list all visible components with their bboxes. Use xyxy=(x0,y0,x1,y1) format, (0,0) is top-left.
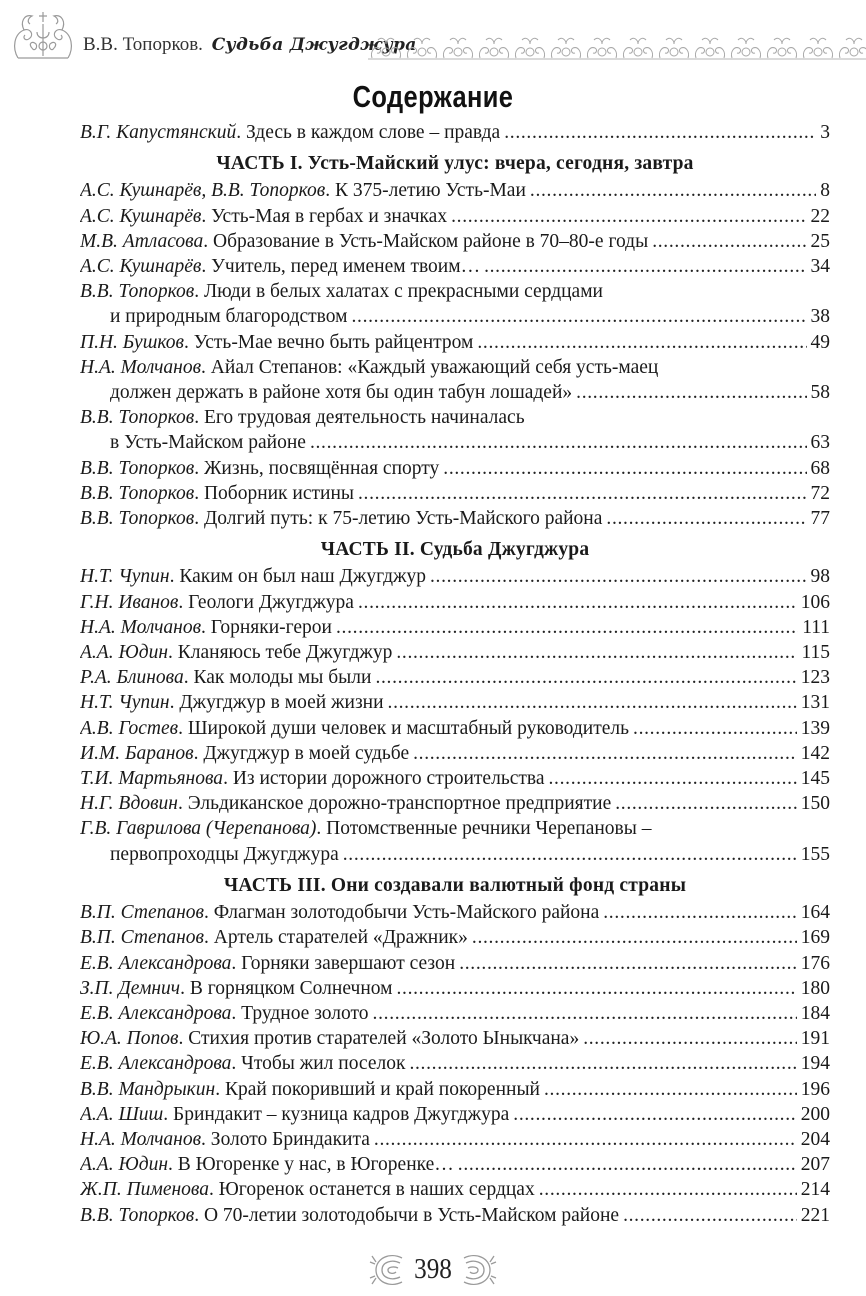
toc-entry-author: И.М. Баранов xyxy=(80,742,194,764)
toc-entry-author: В.В. Топорков xyxy=(80,482,195,504)
toc-entry-line xyxy=(80,1102,830,1127)
dot-leader xyxy=(413,741,797,766)
toc-entry xyxy=(80,1077,830,1102)
author-separator: . xyxy=(231,1053,242,1075)
toc-entry xyxy=(80,1026,830,1051)
toc-entry-title: Трудное золото xyxy=(241,1002,369,1024)
toc-entry-title: и природным благородством xyxy=(110,306,348,328)
toc-entry-line xyxy=(80,355,830,380)
toc-entry-line xyxy=(80,229,830,254)
toc-entry-title: Югоренок останется в наших сердцах xyxy=(218,1179,535,1201)
author-separator: . xyxy=(223,768,233,790)
toc-entry-author: В.Г. Капустянский xyxy=(80,122,237,143)
toc-entry xyxy=(80,1102,830,1127)
dot-leader xyxy=(458,1152,797,1177)
toc-entry-line xyxy=(80,330,830,355)
toc-entry-page: 207 xyxy=(800,1154,830,1176)
dot-leader xyxy=(373,1001,797,1026)
toc-entry-page: 214 xyxy=(800,1179,830,1201)
toc-entry-page: 155 xyxy=(800,843,830,865)
page-number: 398 xyxy=(414,1254,452,1285)
toc-entry xyxy=(80,204,830,229)
toc-entry-author: П.Н. Бушков xyxy=(80,331,185,353)
toc-entry-page: 221 xyxy=(800,1204,830,1226)
header-author: В.В. Топорков. xyxy=(83,34,203,55)
dot-leader xyxy=(615,791,797,816)
toc-entry-author: Г.В. Гаврилова (Черепанова) xyxy=(80,818,317,840)
author-separator: . xyxy=(201,1128,211,1150)
toc-entry-title: Край покоривший и край покоренный xyxy=(224,1078,540,1100)
toc-entry-author: В.В. Топорков xyxy=(80,457,195,479)
toc-entry-line xyxy=(80,1026,830,1051)
author-separator: . xyxy=(168,1154,178,1176)
toc-entry-line xyxy=(80,1127,830,1152)
dot-leader xyxy=(396,976,796,1001)
toc-entry xyxy=(80,690,830,715)
dot-leader xyxy=(652,229,806,254)
toc-entry-page: 98 xyxy=(810,566,830,588)
dot-leader xyxy=(459,951,797,976)
toc-entry xyxy=(80,766,830,791)
toc-entry xyxy=(80,590,830,615)
toc-entry-author: А.С. Кушнарёв xyxy=(80,205,202,227)
dot-leader xyxy=(358,590,797,615)
toc-entry-line xyxy=(80,640,830,665)
toc-entry-author: Ю.А. Попов xyxy=(80,1028,179,1050)
dot-leader xyxy=(343,842,797,867)
dot-leader xyxy=(603,900,797,925)
author-separator: . xyxy=(204,927,214,949)
part-heading: ЧАСТЬ III. Они создавали валютный фонд страны xyxy=(223,874,687,896)
toc-entry-author: А.С. Кушнарёв, В.В. Топорков xyxy=(80,180,326,202)
author-separator: . xyxy=(201,356,211,378)
toc-entry-page: 115 xyxy=(801,642,830,664)
toc-entry-title: Жизнь, посвящённая спорту xyxy=(203,457,440,479)
toc-entry-line xyxy=(80,405,830,430)
dot-leader xyxy=(336,615,798,640)
dot-leader xyxy=(539,1177,797,1202)
toc-entry-author: М.В. Атласова xyxy=(80,230,204,252)
dot-leader xyxy=(375,665,796,690)
author-separator: . xyxy=(168,642,178,664)
dot-leader xyxy=(409,1051,796,1076)
toc-entry xyxy=(80,1177,830,1202)
toc-entry-title: О 70-летии золотодобычи в Усть-Майском районе xyxy=(203,1204,620,1226)
toc-entry-title: Флагман золотодобычи Усть-Майского района xyxy=(213,902,600,924)
toc-entry-line xyxy=(80,304,830,329)
toc-entry-title: Артель старателей «Дражник» xyxy=(213,927,468,949)
author-separator: . xyxy=(201,205,212,227)
dot-leader xyxy=(484,254,806,279)
toc-entry-page: 142 xyxy=(800,742,830,764)
page-footer xyxy=(0,1250,866,1296)
toc-entry-page: 123 xyxy=(800,667,830,689)
toc-part-3 xyxy=(80,873,830,1228)
toc-entry-title: Геологи Джугджура xyxy=(188,591,354,613)
dot-leader xyxy=(396,640,797,665)
toc-entry-line xyxy=(80,816,830,841)
toc-entry-line xyxy=(80,690,830,715)
toc-entry-line xyxy=(80,1152,830,1177)
toc-entry xyxy=(80,564,830,589)
toc-entry-page: 58 xyxy=(810,382,830,404)
author-separator: . xyxy=(194,1204,204,1226)
toc-entry-title: Поборник истины xyxy=(203,482,354,504)
dot-leader xyxy=(549,766,797,791)
toc-entry-page: 196 xyxy=(800,1078,830,1100)
author-separator: . xyxy=(325,180,336,202)
toc-entry-line xyxy=(80,741,830,766)
toc-entry xyxy=(80,615,830,640)
toc-entry-line xyxy=(80,204,830,229)
page-title: Содержание xyxy=(352,79,514,114)
toc-entry-author: Т.И. Мартьянова xyxy=(80,768,224,790)
author-separator: . xyxy=(178,591,189,613)
toc-entry-page: 145 xyxy=(800,768,830,790)
toc-entry-page: 164 xyxy=(800,902,830,924)
toc-entry-title: Из истории дорожного строительства xyxy=(232,768,545,790)
author-separator: . xyxy=(194,407,204,429)
toc-entry-title: Люди в белых халатах с прекрасными сердцами xyxy=(203,281,603,303)
toc-entry-author: В.В. Мандрыкин xyxy=(80,1078,216,1100)
toc-entry xyxy=(80,330,830,355)
toc-entry-page: 49 xyxy=(810,331,830,353)
toc-entry xyxy=(80,456,830,481)
table-of-contents xyxy=(80,120,830,1228)
author-separator: . xyxy=(194,482,204,504)
toc-entry-page: 180 xyxy=(800,977,830,999)
author-separator: . xyxy=(204,902,214,924)
dot-leader xyxy=(623,1203,797,1228)
toc-entry-title: Чтобы жил поселок xyxy=(241,1053,406,1075)
toc-entry-author: А.С. Кушнарёв xyxy=(80,256,202,278)
toc-entry-title: Эльдиканское дорожно-транспортное предприятие xyxy=(187,793,612,815)
toc-entry-line xyxy=(80,254,830,279)
author-separator: . xyxy=(180,977,190,999)
toc-entry-page: 72 xyxy=(810,482,830,504)
author-separator: . xyxy=(201,256,212,278)
toc-entry xyxy=(80,506,830,531)
toc-entry-title: должен держать в районе хотя бы один табун лошадей» xyxy=(110,382,573,404)
toc-entry-title: Здесь в каждом слове – правда xyxy=(246,122,501,143)
toc-part-1 xyxy=(80,151,830,531)
toc-entry xyxy=(80,900,830,925)
author-separator: . xyxy=(194,281,204,303)
dot-leader xyxy=(310,430,807,455)
toc-entry xyxy=(80,791,830,816)
author-separator: . xyxy=(178,717,188,739)
toc-entry-line xyxy=(80,1203,830,1228)
toc-entry-title: Усть-Мае вечно быть райцентром xyxy=(193,331,474,353)
toc-entry xyxy=(80,925,830,950)
toc-entry-title: Потомственные речники Черепановы – xyxy=(326,818,652,840)
toc-entry-line xyxy=(80,120,830,145)
toc-entry-line xyxy=(80,791,830,816)
toc-entry-author: А.А. Юдин xyxy=(80,1154,168,1176)
toc-entry xyxy=(80,665,830,690)
toc-entry-line xyxy=(80,716,830,741)
toc-entry xyxy=(80,279,830,329)
toc-entry-author: Н.Т. Чупин xyxy=(80,692,170,714)
author-separator: . xyxy=(169,566,180,588)
ornamental-border-icon xyxy=(368,32,866,62)
author-separator: . xyxy=(231,952,242,974)
toc-entry-title: Бриндакит – кузница кадров Джугджура xyxy=(173,1103,510,1125)
toc-entry-title: Кланяюсь тебе Джугджур xyxy=(177,642,393,664)
toc-entry-page: 191 xyxy=(800,1028,830,1050)
part-heading: ЧАСТЬ II. Судьба Джугджура xyxy=(320,539,590,561)
toc-entry-title: Горняки завершают сезон xyxy=(241,952,456,974)
toc-entry-line xyxy=(80,430,830,455)
toc-entry-line xyxy=(80,615,830,640)
toc-entry-page: 169 xyxy=(800,927,830,949)
toc-entry xyxy=(80,120,830,145)
toc-entry xyxy=(80,481,830,506)
author-separator: . xyxy=(183,667,194,689)
toc-entry xyxy=(80,976,830,1001)
toc-entry-line xyxy=(80,481,830,506)
toc-entry-page: 3 xyxy=(820,122,830,143)
toc-entry-page: 139 xyxy=(800,717,830,739)
toc-entry-page: 194 xyxy=(800,1053,830,1075)
author-separator: . xyxy=(163,1103,174,1125)
toc-entry xyxy=(80,741,830,766)
toc-entry xyxy=(80,716,830,741)
toc-entry-title: первопроходцы Джугджура xyxy=(110,843,339,865)
toc-entry-line xyxy=(80,564,830,589)
toc-entry-title: Долгий путь: к 75-летию Усть-Майского района xyxy=(203,508,603,530)
toc-entry-line xyxy=(80,506,830,531)
toc-entry-title: Широкой души человек и масштабный руководитель xyxy=(187,717,630,739)
author-separator: . xyxy=(201,616,211,638)
toc-entry-title: Стихия против старателей «Золото Ыныкчана» xyxy=(188,1028,580,1050)
dot-leader xyxy=(583,1026,797,1051)
toc-entry xyxy=(80,229,830,254)
toc-entry-author: З.П. Демнич xyxy=(80,977,181,999)
toc-entry xyxy=(80,178,830,203)
toc-entry-author: В.В. Топорков xyxy=(80,407,195,429)
toc-entry xyxy=(80,1152,830,1177)
toc-entry-title: Усть-Мая в гербах и значках xyxy=(211,205,448,227)
toc-entry-page: 8 xyxy=(820,180,830,202)
toc-entry-line xyxy=(80,380,830,405)
running-header xyxy=(0,0,866,70)
toc-entry-page: 38 xyxy=(810,306,830,328)
toc-entry-author: Н.А. Молчанов xyxy=(80,1128,202,1150)
toc-entry-page: 34 xyxy=(810,256,830,278)
toc-entry-line xyxy=(80,456,830,481)
dot-leader xyxy=(477,330,806,355)
toc-entry-line xyxy=(80,665,830,690)
dot-leader xyxy=(606,506,806,531)
dot-leader xyxy=(513,1102,796,1127)
toc-entry-author: Е.В. Александрова xyxy=(80,1002,232,1024)
author-separator: . xyxy=(231,1002,242,1024)
toc-entry-page: 25 xyxy=(810,230,830,252)
dot-leader xyxy=(388,690,797,715)
toc-entry-page: 184 xyxy=(800,1002,830,1024)
dot-leader xyxy=(374,1127,797,1152)
author-separator: . xyxy=(193,742,204,764)
toc-entry-author: В.В. Топорков xyxy=(80,1204,195,1226)
toc-entry-title: в Усть-Майском районе xyxy=(110,432,306,454)
footer-ornament-left-icon xyxy=(366,1250,410,1290)
toc-part-2 xyxy=(80,537,830,867)
toc-entry-title: Джугджур в моей жизни xyxy=(179,692,384,714)
toc-entry-title: Учитель, перед именем твоим… xyxy=(211,256,481,278)
toc-entry-title: Образование в Усть-Майском районе в 70–80-е годы xyxy=(213,230,649,252)
toc-entry-page: 106 xyxy=(800,591,830,613)
toc-entry-line xyxy=(80,976,830,1001)
dot-leader xyxy=(544,1077,797,1102)
toc-entry-line xyxy=(80,1077,830,1102)
toc-entry xyxy=(80,951,830,976)
author-separator: . xyxy=(178,1028,189,1050)
toc-entry-author: В.П. Степанов xyxy=(80,902,205,924)
toc-entry-author: Н.Т. Чупин xyxy=(80,566,170,588)
header-book-title: Судьба Джугджура xyxy=(211,35,417,55)
author-separator: . xyxy=(184,331,194,353)
toc-entry-title: Как молоды мы были xyxy=(193,667,372,689)
toc-entry-line xyxy=(80,900,830,925)
dot-leader xyxy=(576,380,806,405)
toc-entry-author: А.А. Юдин xyxy=(80,642,168,664)
toc-entry-author: Р.А. Блинова xyxy=(80,667,184,689)
toc-entry-title: К 375-летию Усть-Маи xyxy=(335,180,526,202)
toc-entry-title: В горняцком Солнечном xyxy=(189,977,393,999)
toc-entry-line xyxy=(80,1051,830,1076)
toc-entry-line xyxy=(80,279,830,304)
toc-entry-title: Золото Бриндакита xyxy=(210,1128,370,1150)
footer-ornament-right-icon xyxy=(456,1250,500,1290)
toc-entry-author: А.А. Шиш xyxy=(80,1103,164,1125)
toc-entry xyxy=(80,640,830,665)
toc-entry-author: Е.В. Александрова xyxy=(80,1053,232,1075)
toc-entry-line xyxy=(80,842,830,867)
toc-entry xyxy=(80,1127,830,1152)
dot-leader xyxy=(351,304,806,329)
author-separator: . xyxy=(194,457,204,479)
toc-entry-line xyxy=(80,590,830,615)
toc-entry xyxy=(80,355,830,405)
dot-leader xyxy=(530,178,816,203)
toc-entry-author: Г.Н. Иванов xyxy=(80,591,179,613)
author-separator: . xyxy=(209,1179,219,1201)
toc-entry-author: В.В. Топорков xyxy=(80,508,195,530)
dot-leader xyxy=(504,120,816,145)
dot-leader xyxy=(358,481,807,506)
toc-entry-line xyxy=(80,1001,830,1026)
author-separator: . xyxy=(169,692,180,714)
toc-entry-line xyxy=(80,178,830,203)
toc-entry xyxy=(80,254,830,279)
toc-entry-author: В.В. Топорков xyxy=(80,281,195,303)
yakut-ornament-icon xyxy=(10,8,76,64)
header-text xyxy=(83,34,417,56)
dot-leader xyxy=(451,204,806,229)
toc-entry-title: В Югоренке у нас, в Югоренке… xyxy=(177,1154,454,1176)
toc-entry-title: Джугджур в моей судьбе xyxy=(203,742,410,764)
toc-entry-page: 176 xyxy=(800,952,830,974)
toc-entry-page: 77 xyxy=(810,508,830,530)
toc-entry-title: Айал Степанов: «Каждый уважающий себя усть-маец xyxy=(210,356,659,378)
toc-entry-page: 68 xyxy=(810,457,830,479)
author-separator: . xyxy=(236,122,247,143)
toc-entry-author: Н.А. Молчанов xyxy=(80,356,202,378)
toc-entry-line xyxy=(80,1177,830,1202)
toc-entry-line xyxy=(80,925,830,950)
toc-entry-title: Каким он был наш Джугджур xyxy=(179,566,426,588)
toc-entry-page: 150 xyxy=(800,793,830,815)
toc-entry-line xyxy=(80,951,830,976)
toc-entry-author: Н.А. Молчанов xyxy=(80,616,202,638)
toc-entry-author: Н.Г. Вдовин xyxy=(80,793,178,815)
author-separator: . xyxy=(203,230,214,252)
toc-entry xyxy=(80,1203,830,1228)
author-separator: . xyxy=(194,508,204,530)
toc-entry-page: 63 xyxy=(810,432,830,454)
toc-entry-page: 200 xyxy=(800,1103,830,1125)
toc-entry-page: 111 xyxy=(802,616,830,638)
toc-entry-page: 131 xyxy=(800,692,830,714)
toc-entry-author: Е.В. Александрова xyxy=(80,952,232,974)
toc-entry xyxy=(80,1001,830,1026)
toc-entry-author: А.В. Гостев xyxy=(80,717,179,739)
part-heading: ЧАСТЬ I. Усть-Майский улус: вчера, сегодня, завтра xyxy=(216,153,694,175)
toc-entry-author: В.П. Степанов xyxy=(80,927,205,949)
toc-entry-title: Горняки-герои xyxy=(210,616,332,638)
toc-entry xyxy=(80,816,830,866)
dot-leader xyxy=(430,564,807,589)
author-separator: . xyxy=(316,818,327,840)
author-separator: . xyxy=(178,793,188,815)
toc-entry xyxy=(80,405,830,455)
dot-leader xyxy=(472,925,797,950)
toc-entry-title: Его трудовая деятельность начиналась xyxy=(203,407,525,429)
toc-entry-author: Ж.П. Пименова xyxy=(80,1179,210,1201)
toc-entry-page: 22 xyxy=(810,205,830,227)
toc-entry xyxy=(80,1051,830,1076)
toc-entry-line xyxy=(80,766,830,791)
dot-leader xyxy=(443,456,806,481)
dot-leader xyxy=(633,716,797,741)
toc-entry-page: 204 xyxy=(800,1128,830,1150)
author-separator: . xyxy=(215,1078,225,1100)
